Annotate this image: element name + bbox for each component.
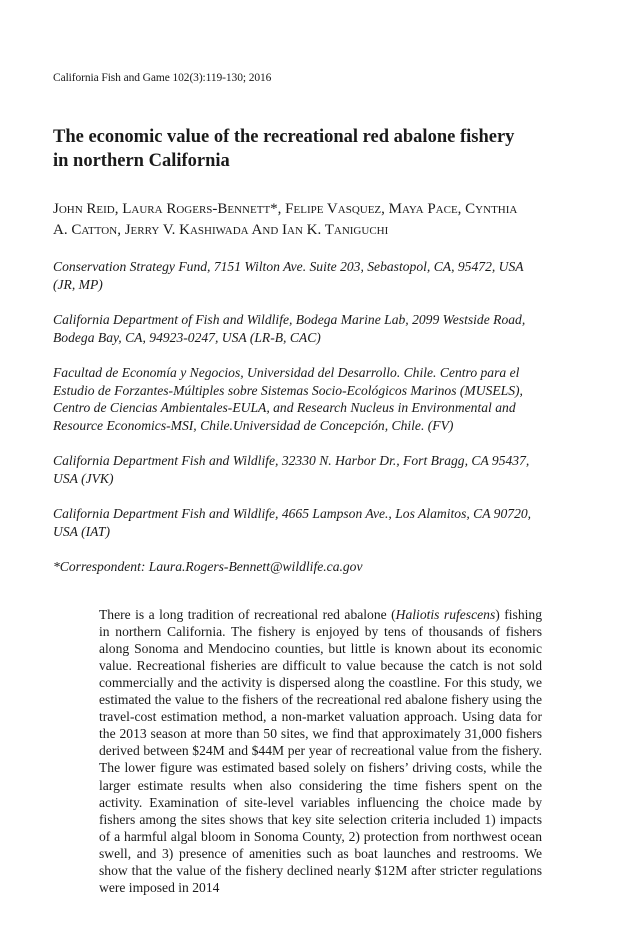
species-name: Haliotis rufescens — [395, 606, 496, 622]
affiliation-2 — [53, 311, 583, 346]
affiliation-line: California Department Fish and Wildlife, 4665 Lampson Ave., Los Alamitos, CA 90720, — [53, 506, 532, 521]
affiliation-3 — [53, 364, 583, 434]
abstract — [99, 606, 542, 897]
affiliation-line: California Department Fish and Wildlife, 32330 N. Harbor Dr., Fort Bragg, CA 95437, — [53, 453, 530, 468]
affiliation-line: Estudio de Forzantes-Múltiples sobre Sistemas Socio-Ecológicos Marinos (MUSELS), — [53, 382, 523, 398]
affiliation-line: USA (JVK) — [53, 470, 114, 486]
affiliation-1 — [53, 258, 583, 293]
paper-title — [53, 125, 593, 173]
affiliation-line: (JR, MP) — [53, 276, 103, 292]
abstract-text-rest: ) fishing in northern California. The fishery is enjoyed by tens of thousands of fishers along Sonoma and Mendocino counties, but little is known about its economic value. Recreational fisheries are difficult to value because the catch is not sold commercially and the activity is dispersed along the coastline. For this study, we estimated the value to the fishers of the recreational red abalone fishery using the travel-cost estimation method, a non-market valuation approach. Using data for the 2013 season at more than 50 sites, we find that approximately 31,000 fishers derived between $24M and $44M per year of recreational value from the fishery. The lower figure was estimated based solely on fishers’ driving costs, while the larger estimate results when also considering the time fishers spent on the activity. Examination of site-level variables influencing the choice made by fishers among the sites shows that key site selection criteria included 1) impacts of a harmful algal bloom in Sonoma County, 2) protection from northwest ocean swell, and 3) presence of amenities such as boat launches and restrooms. We show that the value of the fishery declined nearly $12M after stricter regulations were imposed in 2014 — [99, 606, 542, 896]
affiliation-5 — [53, 505, 583, 540]
affiliation-line: California Department of Fish and Wildlife, Bodega Marine Lab, 2099 Westside Road, — [53, 312, 526, 327]
authors-line-2: A. Catton, Jerry V. Kashiwada And Ian K. Taniguchi — [53, 222, 389, 238]
affiliation-line: Facultad de Economía y Negocios, Universidad del Desarrollo. Chile. Centro para el — [53, 365, 520, 380]
affiliation-line: USA (IAT) — [53, 523, 111, 539]
title-line-2: in northern California — [53, 151, 230, 171]
title-line-1: The economic value of the recreational red abalone fishery — [53, 127, 515, 147]
affiliation-4 — [53, 452, 583, 487]
affiliation-line: Bodega Bay, CA, 94923-0247, USA (LR-B, CAC) — [53, 329, 321, 345]
correspondent-note: *Correspondent: Laura.Rogers-Bennett@wildlife.ca.gov — [53, 559, 363, 574]
author-list — [53, 199, 593, 241]
journal-citation: California Fish and Game 102(3):119-130; 2016 — [53, 72, 272, 84]
authors-line-1: John Reid, Laura Rogers-Bennett*, Felipe Vasquez, Maya Pace, Cynthia — [53, 201, 518, 217]
affiliation-line: Resource Economics-MSI, Chile.Universidad de Concepción, Chile. (FV) — [53, 417, 454, 433]
abstract-text-start: There is a long tradition of recreational red abalone ( — [99, 606, 396, 622]
affiliation-line: Centro de Ciencias Ambientales-EULA, and Research Nucleus in Environmental and — [53, 400, 516, 415]
affiliation-line: Conservation Strategy Fund, 7151 Wilton Ave. Suite 203, Sebastopol, CA, 95472, USA — [53, 259, 524, 274]
